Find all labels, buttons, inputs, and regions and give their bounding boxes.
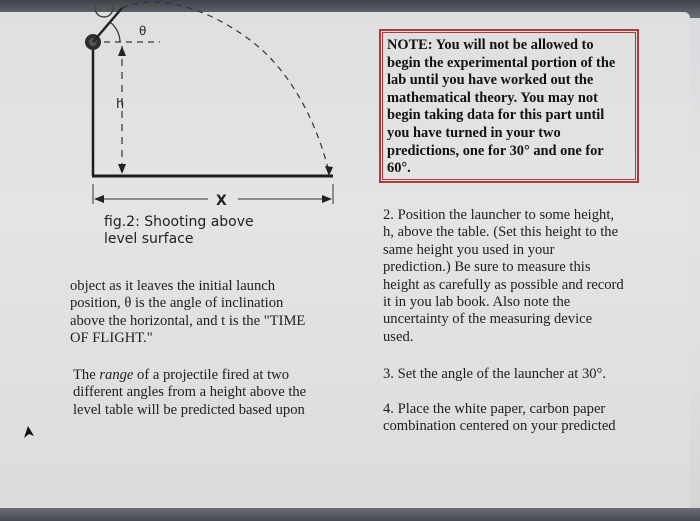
text-line: 3. Set the angle of the launcher at 30°.: [383, 366, 607, 382]
text-line: OF FLIGHT.": [70, 330, 153, 347]
text-line: same height you used in your: [383, 241, 555, 258]
angle-label: θ: [139, 24, 147, 38]
note-line: NOTE: You will not be allowed to: [387, 37, 594, 53]
text-line: 4. Place the white paper, carbon paper: [383, 401, 606, 417]
range-label: X: [216, 193, 227, 209]
text-line: height as carefully as possible and record: [383, 276, 624, 293]
step-4: [383, 401, 683, 436]
note-box: [379, 29, 639, 183]
text-line: above the horizontal, and t is the "TIME: [70, 312, 306, 329]
angle-arc: [110, 22, 120, 42]
text-line: different angles from a height above the: [73, 384, 307, 401]
note-text: [382, 32, 636, 180]
range-line-rest: of a projectile fired at two: [133, 367, 290, 383]
note-line: predictions, one for 30° and one for: [387, 142, 604, 159]
text-line: it in you lab book. Also note the: [383, 294, 571, 311]
launcher-wheel: [95, 0, 113, 17]
text-line: combination centered on your predicted: [383, 418, 616, 435]
paragraph-definitions: [70, 278, 360, 348]
note-line: begin taking data for this part until: [387, 107, 605, 124]
note-line: mathematical theory. You may not: [387, 89, 598, 106]
note-line: 60°.: [387, 160, 411, 177]
text-line: level table will be predicted based upon: [73, 401, 305, 418]
text-line: object as it leaves the initial launch: [70, 278, 276, 294]
caption-line-1: fig.2: Shooting above: [104, 214, 254, 230]
text-line: prediction.) Be sure to measure this: [383, 259, 591, 276]
paragraph-range: [73, 367, 363, 419]
trajectory-curve: [122, 2, 329, 172]
height-arrow-bottom: [118, 164, 126, 174]
note-line: begin the experimental portion of the: [387, 54, 616, 71]
step-3: [383, 366, 683, 383]
range-italic-word: range: [99, 367, 134, 383]
note-line: you have turned in your two: [387, 124, 561, 141]
mouse-cursor-icon: [22, 424, 36, 440]
step-2: [383, 207, 683, 346]
range-arrow-right: [322, 195, 332, 203]
text-line: position, θ is the angle of inclination: [70, 295, 284, 312]
text-line: h, above the table. (Set this height to the: [383, 224, 619, 241]
text-line: 2. Position the launcher to some height,: [383, 207, 615, 223]
height-label: h: [116, 97, 125, 112]
text-line: uncertainty of the measuring device: [383, 311, 593, 328]
note-line: lab until you have worked out the: [387, 72, 594, 89]
height-arrow-top: [118, 46, 126, 56]
range-prefix: The: [73, 367, 100, 383]
text-line: used.: [383, 328, 414, 345]
text-line: [73, 367, 363, 384]
figure-caption: [104, 214, 294, 248]
range-arrow-left: [94, 195, 104, 203]
caption-line-2: level surface: [104, 231, 194, 247]
